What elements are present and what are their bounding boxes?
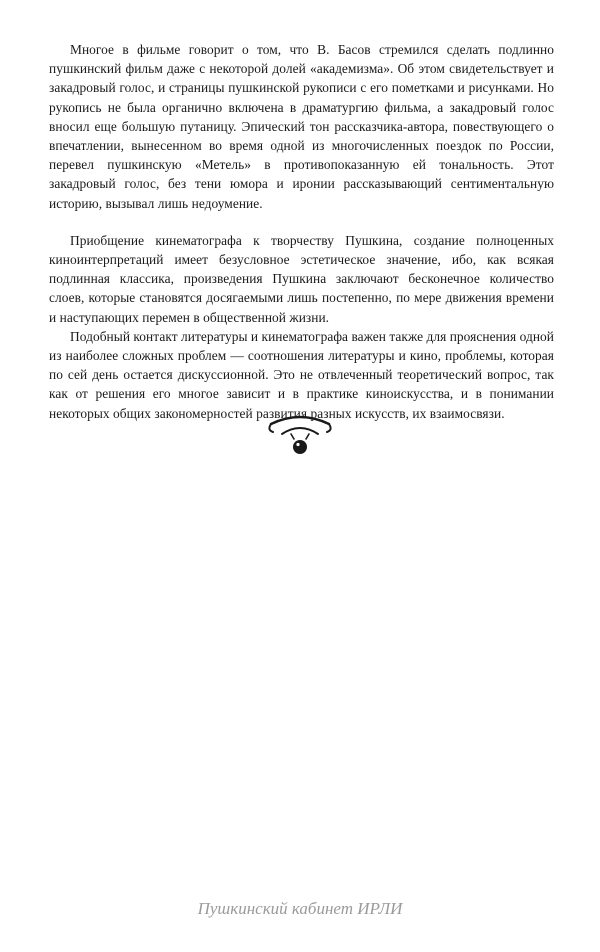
text-body [49, 40, 554, 423]
eye-ornament-icon [265, 412, 335, 462]
watermark-footer: Пушкинский кабинет ИРЛИ [197, 899, 403, 918]
paragraph-literature-cinema: Подобный контакт литературы и кинематографа важен также для прояснения одной из наиболее сложных проблем — соотношения литературы и кино, проблемы, которая по сей день остается дискуссионной. Это не отвлеченный теоретический вопрос, так как от решения его многое зависит и в практике киноискусства, и в понимании некоторых общих закономерностей развития разных искусств, их взаимосвязи. [49, 328, 554, 421]
paragraph-basov-film: Многое в фильме говорит о том, что В. Басов стремился сделать подлинно пушкинский фильм даже с некоторой долей «академизма». Об этом свидетельствует и закадровый голос, и страницы пушкинской рукописи с его пометками и рисунками. Но рукопись не была органично включена в драматургию фильма, а закадровый голос вносил еще большую путаницу. Эпический тон рассказчика-автора, повествующего о впечатлении, вынесенном во время одной из многочисленных поездок по России, перевел пушкинскую «Метель» в противопоказанную ей тональность. Этот закадровый голос, без тени юмора и иронии рассказывающий сентиментальную историю, вызывал лишь недоумение. [49, 42, 554, 211]
paragraph-cinema-pushkin: Приобщение кинематографа к творчеству Пушкина, создание полноценных киноинтерпретаций имеет безусловное эстетическое значение, ибо, как всякая подлинная классика, произведения Пушкина заключают бесконечное количество слоев, которые становятся досягаемыми лишь постепенно, по мере движения времени и наступающих перемен в общественной жизни. [49, 232, 554, 325]
